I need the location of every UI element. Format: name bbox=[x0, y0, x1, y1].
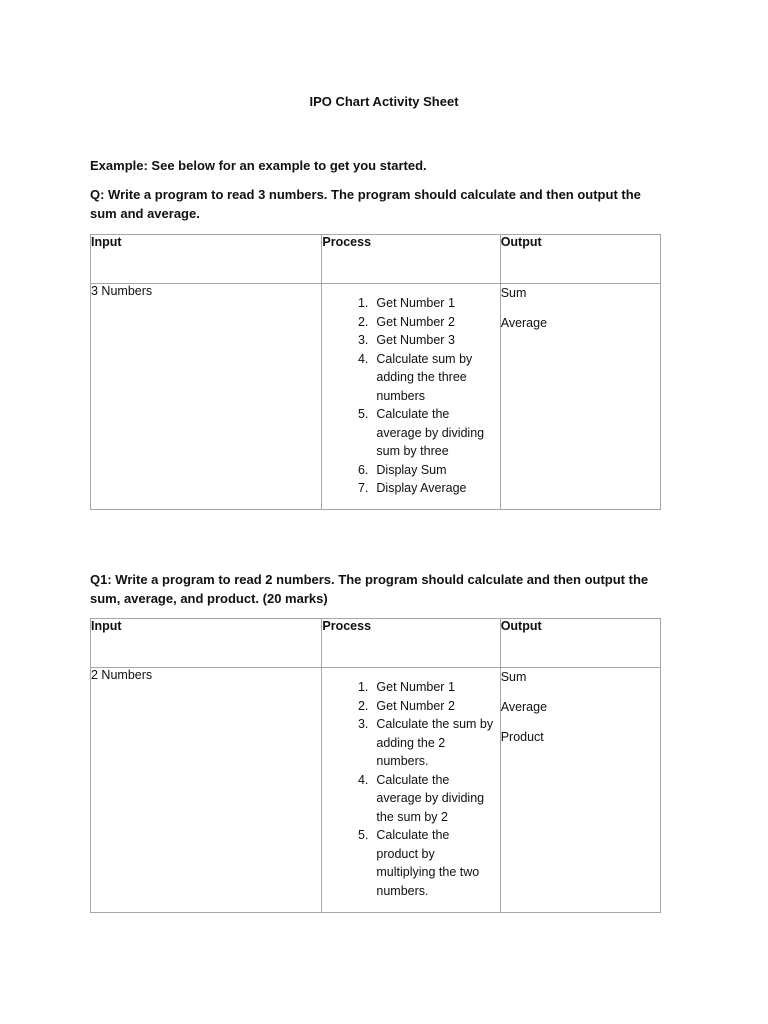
step-text: Display Sum bbox=[376, 462, 447, 477]
process-cell bbox=[322, 668, 500, 913]
step-number: 5. bbox=[357, 407, 369, 421]
example-question: Q: Write a program to read 3 numbers. The program should calculate and then output the sum and average. bbox=[90, 187, 641, 221]
page-title: IPO Chart Activity Sheet bbox=[309, 94, 459, 109]
step-number: 4. bbox=[357, 772, 369, 787]
step-number: 5. bbox=[357, 828, 369, 842]
input-cell: 3 Numbers bbox=[91, 284, 322, 510]
table-row bbox=[91, 668, 661, 913]
step-number: 1. bbox=[357, 680, 369, 694]
list-item bbox=[322, 331, 493, 350]
step-number: 3. bbox=[357, 333, 369, 347]
example-heading: Example: See below for an example to get you started. bbox=[90, 158, 427, 173]
step-number: 3. bbox=[357, 717, 369, 731]
list-item bbox=[322, 697, 493, 716]
step-text: Get Number 3 bbox=[376, 333, 455, 347]
list-item bbox=[322, 461, 493, 480]
list-item bbox=[322, 350, 493, 406]
table-header-row bbox=[91, 235, 661, 284]
q1-ipo-table bbox=[90, 618, 661, 913]
step-text: Get Number 2 bbox=[376, 314, 455, 329]
list-item bbox=[322, 479, 493, 498]
step-number: 7. bbox=[357, 481, 369, 495]
output-item: Sum bbox=[500, 670, 527, 684]
list-item bbox=[322, 294, 493, 313]
output-item: Product bbox=[500, 730, 544, 744]
step-text: Get Number 1 bbox=[376, 296, 455, 310]
list-item bbox=[322, 771, 493, 827]
step-text: Calculate the average by dividing sum by three bbox=[376, 407, 485, 458]
table-header-row bbox=[91, 619, 661, 668]
table-row bbox=[91, 284, 661, 510]
list-item bbox=[322, 678, 493, 697]
input-header: Input bbox=[91, 619, 322, 668]
process-header: Process bbox=[322, 235, 500, 284]
process-cell bbox=[322, 284, 500, 510]
step-number: 6. bbox=[357, 462, 369, 477]
output-item: Average bbox=[500, 700, 548, 714]
step-text: Calculate sum by adding the three numbers bbox=[376, 351, 473, 403]
process-header: Process bbox=[322, 619, 500, 668]
step-number: 2. bbox=[357, 314, 369, 329]
example-ipo-table bbox=[90, 234, 661, 510]
list-item bbox=[322, 826, 493, 900]
step-text: Calculate the sum by adding the 2 numbers. bbox=[376, 717, 494, 768]
input-header: Input bbox=[91, 235, 322, 284]
step-text: Calculate the product by multiplying the two numbers. bbox=[376, 828, 480, 898]
step-text: Display Average bbox=[376, 481, 467, 495]
step-number: 1. bbox=[357, 296, 369, 310]
step-number: 4. bbox=[357, 351, 369, 366]
list-item bbox=[322, 313, 493, 332]
output-item: Average bbox=[500, 316, 548, 330]
step-text: Get Number 1 bbox=[376, 680, 455, 694]
list-item bbox=[322, 715, 493, 771]
input-cell: 2 Numbers bbox=[91, 668, 322, 913]
step-text: Calculate the average by dividing the sum by 2 bbox=[376, 772, 485, 824]
q1-question: Q1: Write a program to read 2 numbers. The program should calculate and then output the sum, average, and product. (20 marks) bbox=[90, 572, 649, 606]
output-cell bbox=[500, 668, 660, 913]
step-text: Get Number 2 bbox=[376, 698, 455, 713]
output-item: Sum bbox=[500, 286, 527, 300]
list-item bbox=[322, 405, 493, 461]
output-header: Output bbox=[500, 235, 660, 284]
output-cell bbox=[500, 284, 660, 510]
process-steps bbox=[322, 294, 493, 498]
step-number: 2. bbox=[357, 698, 369, 713]
process-steps bbox=[322, 678, 493, 900]
output-header: Output bbox=[500, 619, 660, 668]
